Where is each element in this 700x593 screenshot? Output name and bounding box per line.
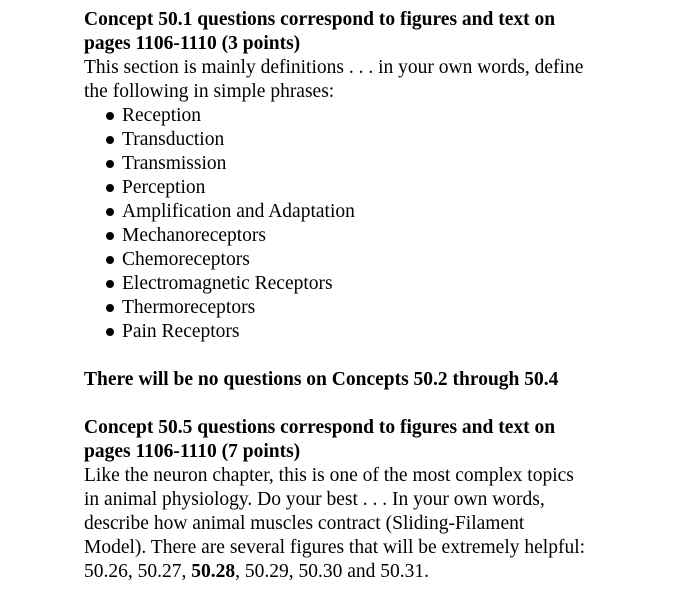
concept-50-5-heading	[84, 416, 684, 464]
list-item-label: Pain Receptors	[122, 321, 240, 342]
heading-line: pages 1106-1110 (7 points)	[84, 441, 301, 462]
list-item-label: Amplification and Adaptation	[122, 201, 355, 222]
list-item	[106, 128, 684, 152]
list-item	[106, 272, 684, 296]
list-item	[106, 248, 684, 272]
list-item-label: Chemoreceptors	[122, 249, 250, 270]
heading-line: pages 1106-1110 (3 points)	[84, 33, 301, 54]
list-item-label: Transduction	[122, 129, 225, 150]
list-item	[106, 320, 684, 344]
document-page	[84, 8, 684, 584]
bullet-icon	[106, 112, 114, 120]
bullet-icon	[106, 136, 114, 144]
concept-50-5-body	[84, 464, 684, 584]
list-item-label: Electromagnetic Receptors	[122, 273, 333, 294]
spacer	[84, 344, 684, 368]
list-item	[106, 224, 684, 248]
body-line: describe how animal muscles contract (Sliding-Filament	[84, 513, 525, 534]
figure-list-end: , 50.29, 50.30 and 50.31.	[235, 561, 430, 582]
bullet-icon	[106, 256, 114, 264]
concept-50-1-intro	[84, 56, 684, 104]
list-item-label: Mechanoreceptors	[122, 225, 267, 246]
heading-line: Concept 50.1 questions correspond to figures and text on	[84, 9, 556, 30]
body-line: in animal physiology. Do your best . . . In your own words,	[84, 489, 545, 510]
list-item	[106, 176, 684, 200]
list-item-label: Perception	[122, 177, 206, 198]
concept-50-1-heading	[84, 8, 684, 56]
bullet-icon	[106, 160, 114, 168]
bullet-icon	[106, 184, 114, 192]
list-item-label: Transmission	[122, 153, 227, 174]
intro-line: the following in simple phrases:	[84, 81, 335, 102]
heading-line: Concept 50.5 questions correspond to figures and text on	[84, 417, 556, 438]
intro-line: This section is mainly definitions . . . in your own words, define	[84, 57, 584, 78]
bullet-icon	[106, 304, 114, 312]
bullet-icon	[106, 280, 114, 288]
bullet-icon	[106, 232, 114, 240]
bullet-icon	[106, 208, 114, 216]
figure-list-start: 50.26, 50.27,	[84, 561, 192, 582]
body-line: Like the neuron chapter, this is one of the most complex topics	[84, 465, 574, 486]
body-line: Model). There are several figures that will be extremely helpful:	[84, 537, 586, 558]
list-item	[106, 200, 684, 224]
figure-50-28-bold: 50.28	[191, 561, 236, 582]
list-item-label: Thermoreceptors	[122, 297, 256, 318]
concepts-50-2-50-4-note: There will be no questions on Concepts 50.2 through 50.4	[84, 369, 559, 390]
list-item	[106, 152, 684, 176]
spacer	[84, 392, 684, 416]
list-item	[106, 296, 684, 320]
definition-list	[84, 104, 684, 344]
bullet-icon	[106, 328, 114, 336]
list-item	[106, 104, 684, 128]
list-item-label: Reception	[122, 105, 202, 126]
